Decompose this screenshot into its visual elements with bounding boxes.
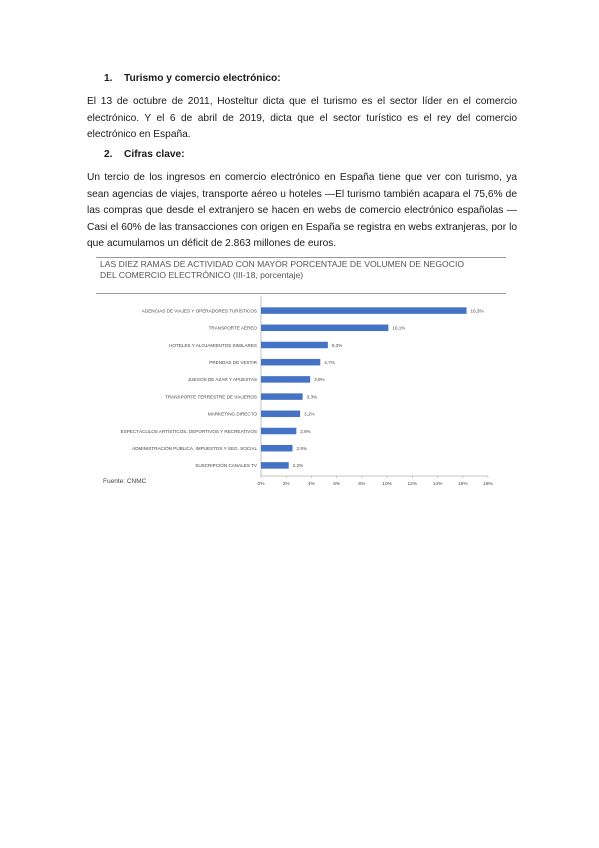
x-tick-label: 0%: [257, 482, 265, 487]
x-tick-label: 18%: [483, 482, 493, 487]
x-tick-label: 14%: [432, 482, 443, 487]
chart-title-line1: LAS DIEZ RAMAS DE ACTIVIDAD CON MAYOR PORCENTAJE DE VOLUMEN DE NEGOCIO: [100, 259, 465, 269]
data-label: 3,3%: [306, 394, 318, 400]
section-number: 1.: [104, 73, 113, 84]
data-label: 4,7%: [324, 360, 335, 365]
bar: [261, 445, 293, 452]
data-label: 3,9%: [314, 377, 325, 383]
data-label: 5,3%: [331, 342, 343, 348]
x-tick-label: 10%: [382, 482, 392, 487]
bar: [261, 307, 467, 314]
bar: [261, 462, 289, 469]
bar: [261, 342, 328, 349]
category-label: TRANSPORTE AÉREO: [208, 325, 257, 331]
x-tick-label: 8%: [358, 482, 366, 487]
category-label: TRANSPORTE TERRESTRE DE VIAJEROS: [165, 394, 257, 400]
section-number: 2.: [104, 149, 113, 160]
chart-title-line2: DEL COMERCIO ELECTRÓNICO: [100, 269, 231, 280]
paragraph-2: Un tercio de los ingresos en comercio electrónico en España tiene que ver con turismo, ya sean agencias de viajes, transporte aéreo u hoteles —El turismo también acapara el 75,6% de las compras que desde el extranjero se hacen en webs de comercio electrónico españolas —Casi el 60% de las transacciones con origen en España se registra en webs extranjeras, por lo que acumulamos un déficit de 2.863 millones de euros.: [87, 172, 517, 249]
data-label: 10,1%: [392, 325, 406, 331]
category-label: ADMINISTRACIÓN PÚBLICA, IMPUESTOS Y SEG. SOCIAL: [132, 446, 257, 451]
data-label: 16,3%: [470, 308, 484, 314]
category-label: HOTELES Y ALOJAMIENTOS SIMILARES: [169, 342, 257, 348]
data-label: 2,5%: [296, 446, 308, 451]
bar: [261, 428, 296, 435]
category-label: AGENCIAS DE VIAJES Y OPERADORES TURÍSTICOS: [141, 308, 257, 314]
bar-chart-figure: [96, 256, 516, 496]
section-title: Cifras clave:: [124, 149, 185, 160]
data-label: 3,1%: [304, 411, 315, 417]
chart-plot: [96, 256, 516, 496]
x-tick-label: 12%: [407, 482, 418, 487]
x-tick-label: 6%: [333, 482, 341, 487]
data-label: 2,2%: [292, 463, 304, 469]
section-heading-1: [104, 73, 281, 84]
chart-subtitle: (III-18, porcentaje): [232, 269, 304, 280]
category-label: PRENDAS DE VESTIR: [209, 360, 257, 365]
bar: [261, 411, 300, 418]
category-label: ESPECTÁCULOS ARTÍSTICOS, DEPORTIVOS Y RECREATIVOS: [120, 428, 257, 434]
x-tick-label: 4%: [307, 482, 315, 487]
bar: [261, 393, 303, 400]
chart-source: Fuente: CNMC: [103, 478, 147, 485]
section-title: Turismo y comercio electrónico:: [124, 73, 281, 84]
category-label: JUEGOS DE AZAR Y APUESTAS: [187, 377, 257, 383]
section-heading-2: [104, 149, 185, 160]
paragraph-1: El 13 de octubre de 2011, Hosteltur dicta que el turismo es el sector líder en el comercio electrónico. Y el 6 de abril de 2019, dicta que el sector turístico es el rey del comercio electrónico en España.: [87, 96, 517, 140]
x-tick-label: 16%: [457, 482, 468, 487]
x-tick-label: 2%: [282, 482, 290, 487]
bar: [261, 376, 310, 383]
bar: [261, 359, 320, 366]
bar: [261, 325, 388, 332]
category-label: MARKETING DIRECTO: [207, 411, 257, 417]
category-label: SUSCRIPCIÓN CANALES TV: [195, 463, 257, 469]
data-label: 2,8%: [300, 428, 311, 434]
